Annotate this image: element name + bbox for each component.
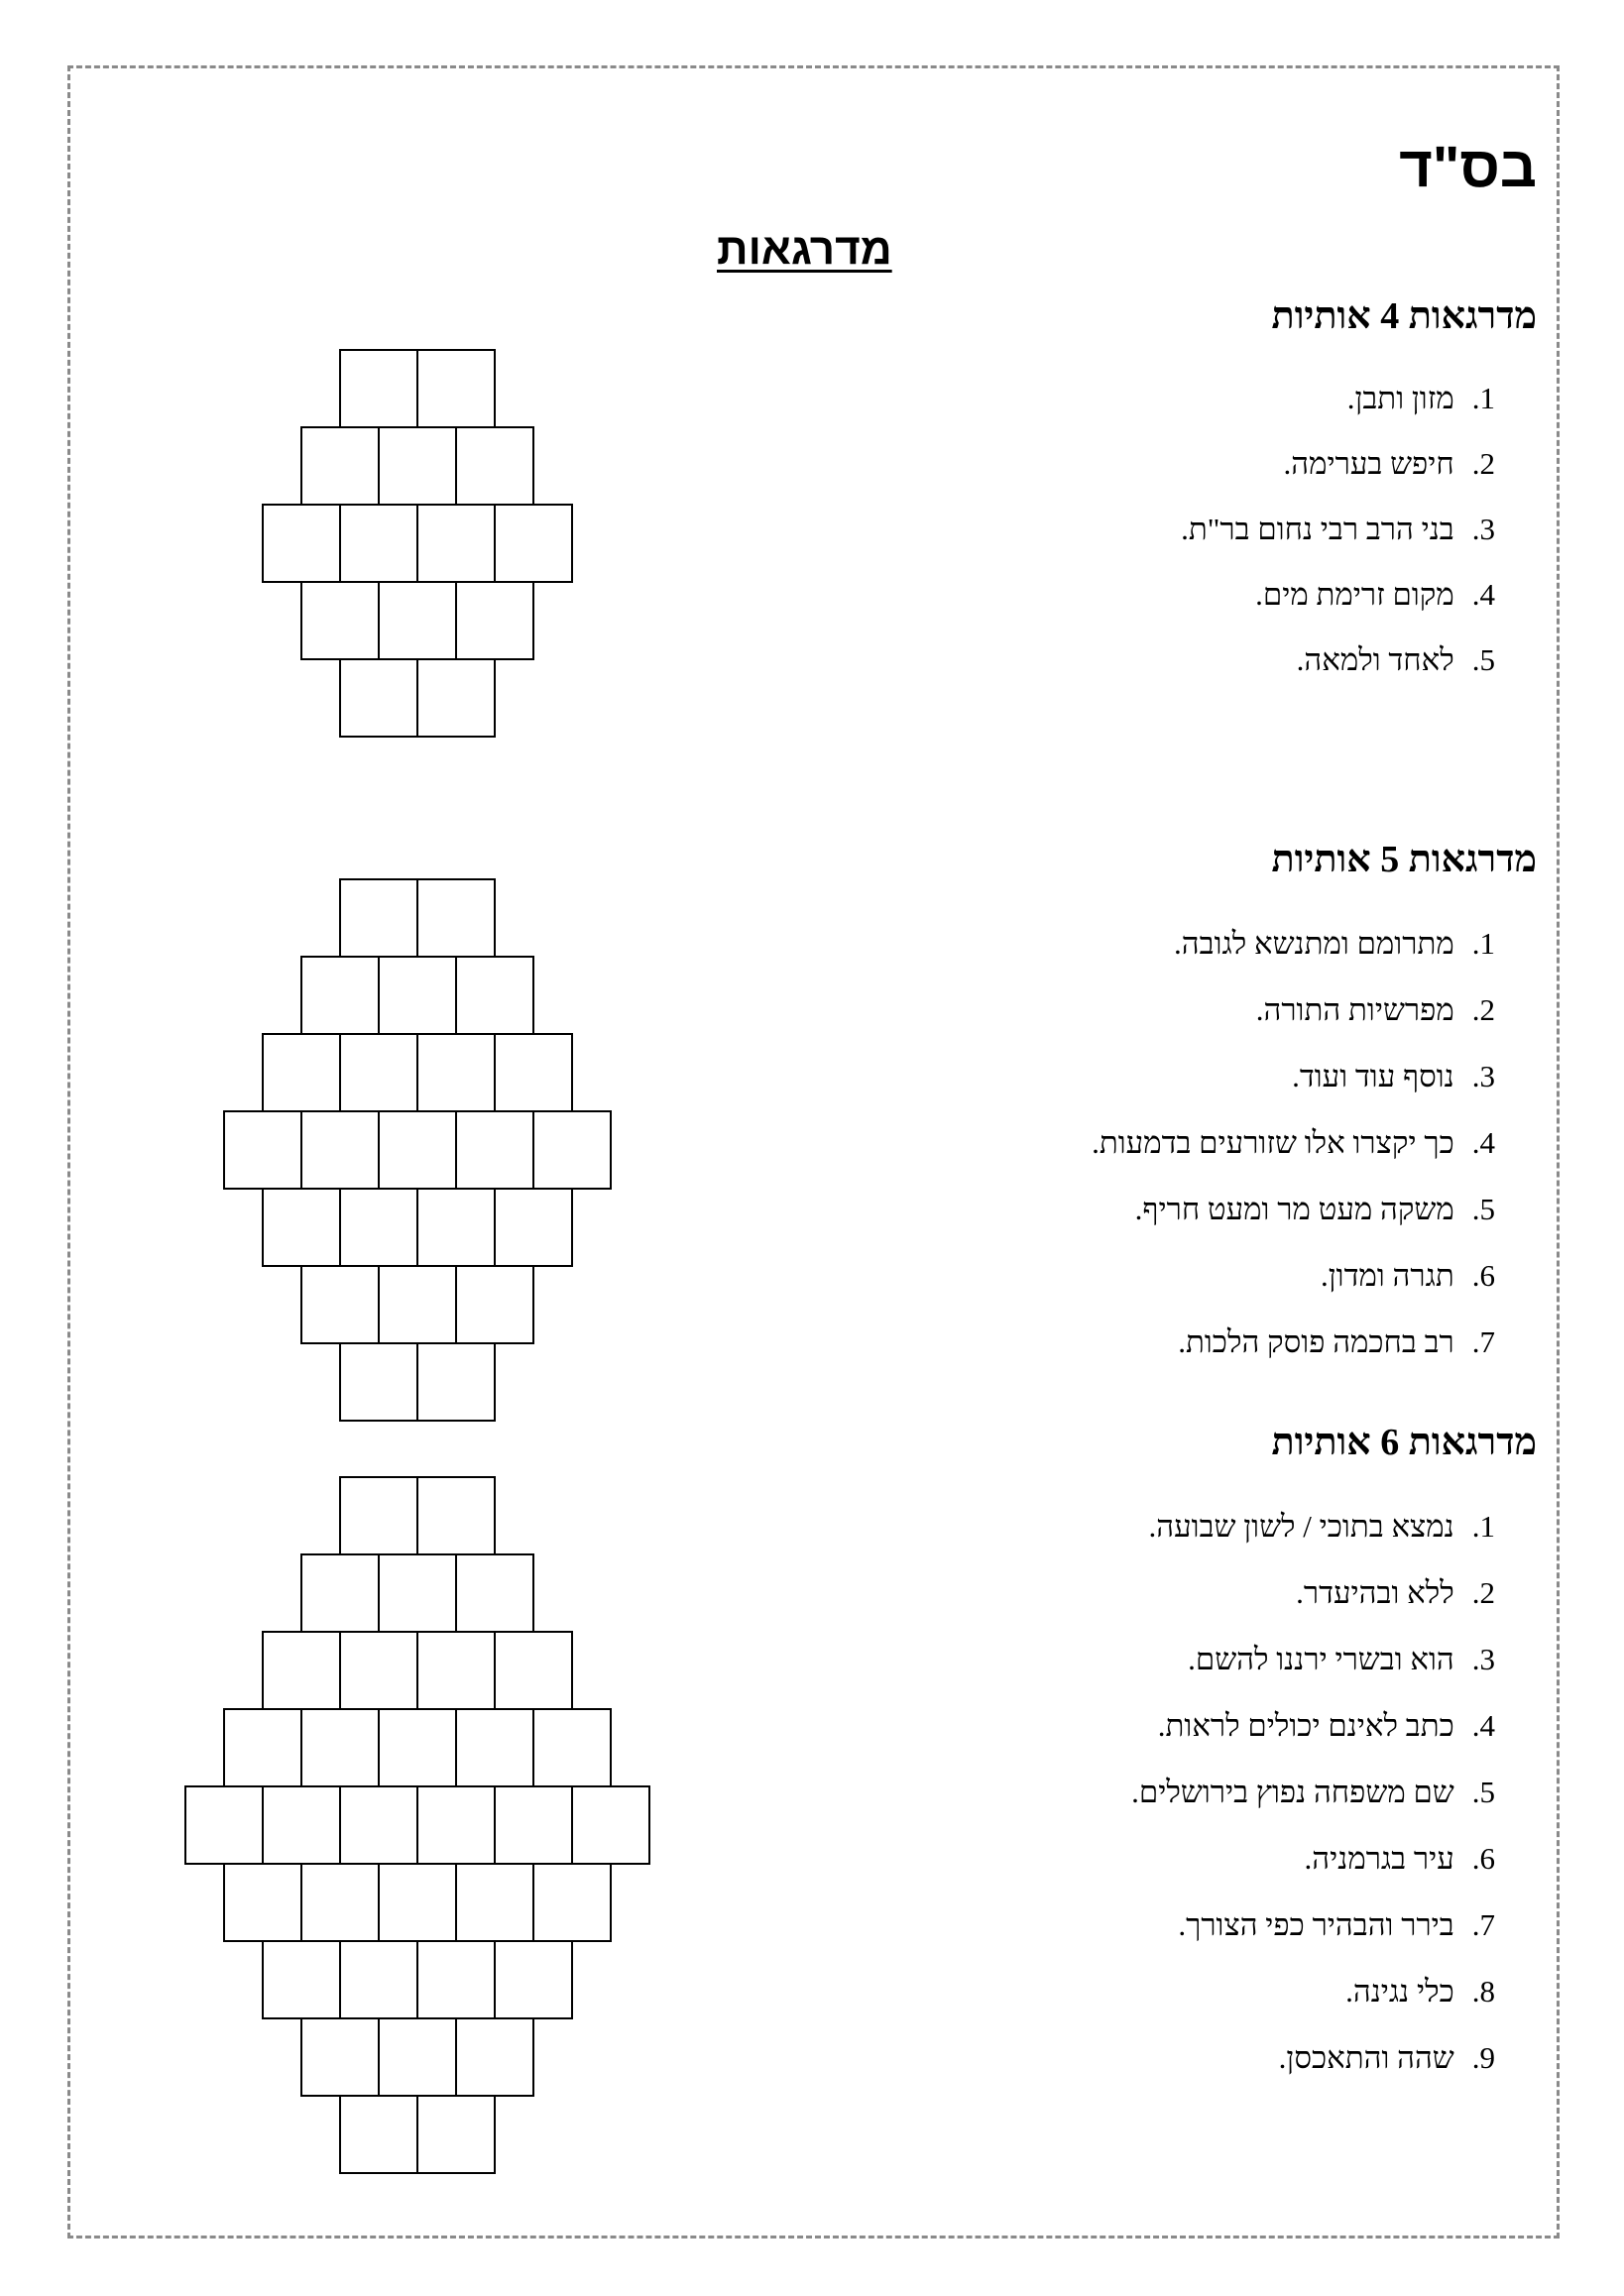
clue-item (1345, 1976, 1495, 2007)
clue-number: 3. (1471, 1059, 1495, 1093)
clue-item (1158, 1710, 1495, 1741)
grid-cell[interactable] (532, 1863, 612, 1942)
clue-number: 9. (1471, 2040, 1495, 2075)
clue-number: 3. (1471, 512, 1495, 546)
clue-item (1279, 2042, 1495, 2073)
clue-text: תגרה ומדון. (1321, 1258, 1454, 1293)
section-heading-6-letters: מדרגאות 6 אותיות (1271, 1422, 1537, 1463)
clue-text: נוסף עוד ועוד. (1292, 1059, 1454, 1093)
clue-number: 5. (1471, 642, 1495, 677)
grid-cell[interactable] (262, 1940, 341, 2019)
clue-text: כלי נגינה. (1345, 1974, 1454, 2009)
clue-number: 7. (1471, 1907, 1495, 1942)
grid-cell[interactable] (223, 1863, 302, 1942)
grid-cell[interactable] (300, 1863, 380, 1942)
grid-cell[interactable] (494, 1940, 573, 2019)
grid-cell[interactable] (339, 1631, 418, 1710)
clue-item (1188, 1644, 1495, 1674)
clue-number: 4. (1471, 1125, 1495, 1160)
clue-number: 7. (1471, 1324, 1495, 1359)
section-heading-5-letters: מדרגאות 5 אותיות (1271, 839, 1537, 880)
clue-text: מפרשיות התורה. (1255, 992, 1454, 1027)
grid-cell[interactable] (223, 1708, 302, 1787)
clue-number: 5. (1471, 1775, 1495, 1809)
clue-number: 2. (1471, 992, 1495, 1027)
grid-cell[interactable] (300, 1708, 380, 1787)
clue-item (1256, 994, 1495, 1025)
clue-item (1135, 1194, 1495, 1224)
grid-cell[interactable] (339, 1476, 418, 1555)
section-heading-4-letters: מדרגאות 4 אותיות (1271, 295, 1537, 337)
clue-item (1297, 644, 1495, 675)
grid-cell[interactable] (300, 1553, 380, 1633)
clue-item (1347, 383, 1495, 413)
grid-cell[interactable] (378, 1708, 457, 1787)
grid-cell[interactable] (416, 1940, 496, 2019)
grid-cell[interactable] (378, 1863, 457, 1942)
clue-text: שם משפחה נפוץ בירושלים. (1131, 1775, 1454, 1809)
clue-text: שהה והתאכסן. (1278, 2040, 1454, 2075)
clue-text: רב בחכמה פוסק הלכות. (1178, 1324, 1454, 1359)
grid-cell[interactable] (262, 1631, 341, 1710)
clue-item (1321, 1260, 1495, 1291)
clue-text: בני הרב רבי נחום בר"ת. (1181, 512, 1454, 546)
grid-cell[interactable] (494, 1785, 573, 1865)
clue-item (1149, 1511, 1495, 1542)
grid-cell[interactable] (378, 1553, 457, 1633)
clue-number: 1. (1471, 381, 1495, 415)
clue-text: משקה מעט מר ומעט חריף. (1134, 1192, 1454, 1226)
clue-item (1305, 1843, 1495, 1874)
grid-cell[interactable] (416, 1785, 496, 1865)
grid-cell[interactable] (455, 1708, 534, 1787)
grid-cell[interactable] (416, 1631, 496, 1710)
clue-number: 5. (1471, 1192, 1495, 1226)
clue-item (1284, 448, 1495, 479)
clue-text: כך יקצרו אלו שזורעים בדמעות. (1092, 1125, 1454, 1160)
clue-text: מתרומם ומתנשא לגובה. (1174, 926, 1454, 961)
clue-text: מזון ותבן. (1346, 381, 1454, 415)
clue-number: 6. (1471, 1841, 1495, 1876)
clue-item (1178, 1326, 1495, 1357)
clue-text: הוא ובשרי ירננו להשם. (1188, 1642, 1454, 1676)
clue-text: לאחד ולמאה. (1296, 642, 1454, 677)
grid-cell[interactable] (416, 1476, 496, 1555)
grid-cell[interactable] (378, 2017, 457, 2097)
clue-number: 2. (1471, 1575, 1495, 1610)
grid-cell[interactable] (571, 1785, 650, 1865)
clue-text: בירר והבהיר כפי הצורך. (1178, 1907, 1454, 1942)
clue-number: 8. (1471, 1974, 1495, 2009)
clue-item (1255, 579, 1495, 610)
grid-cell[interactable] (339, 2095, 418, 2174)
grid-cell[interactable] (184, 1785, 264, 1865)
clue-text: חיפש בערימה. (1283, 446, 1454, 481)
clue-item (1178, 1909, 1495, 1940)
puzzle-grid-6-letters (0, 0, 694, 2296)
clue-text: נמצא בתוכי / לשון שבועה. (1148, 1509, 1454, 1544)
clue-item (1292, 1061, 1495, 1091)
clue-number: 4. (1471, 1708, 1495, 1743)
clue-text: מקום זרימת מים. (1255, 577, 1454, 612)
clue-item (1131, 1777, 1495, 1807)
grid-cell[interactable] (339, 1940, 418, 2019)
clue-text: ללא ובהיעדר. (1296, 1575, 1454, 1610)
clue-item (1174, 928, 1495, 959)
clue-item (1181, 514, 1495, 544)
page-title: מדרגאות (717, 225, 892, 274)
clue-number: 4. (1471, 577, 1495, 612)
clue-number: 6. (1471, 1258, 1495, 1293)
clue-number: 3. (1471, 1642, 1495, 1676)
clue-text: עיר בגרמניה. (1304, 1841, 1454, 1876)
grid-cell[interactable] (300, 2017, 380, 2097)
grid-cell[interactable] (455, 1863, 534, 1942)
grid-cell[interactable] (416, 2095, 496, 2174)
grid-cell[interactable] (532, 1708, 612, 1787)
clue-number: 1. (1471, 926, 1495, 961)
clue-number: 1. (1471, 1509, 1495, 1544)
clue-item (1092, 1127, 1495, 1158)
grid-cell[interactable] (455, 1553, 534, 1633)
clue-text: כתב לאינם יכולים לראות. (1157, 1708, 1454, 1743)
grid-cell[interactable] (262, 1785, 341, 1865)
grid-cell[interactable] (339, 1785, 418, 1865)
clue-number: 2. (1471, 446, 1495, 481)
clue-item (1296, 1577, 1495, 1608)
grid-cell[interactable] (494, 1631, 573, 1710)
bsd-mark: בס"ד (1399, 135, 1537, 199)
grid-cell[interactable] (455, 2017, 534, 2097)
